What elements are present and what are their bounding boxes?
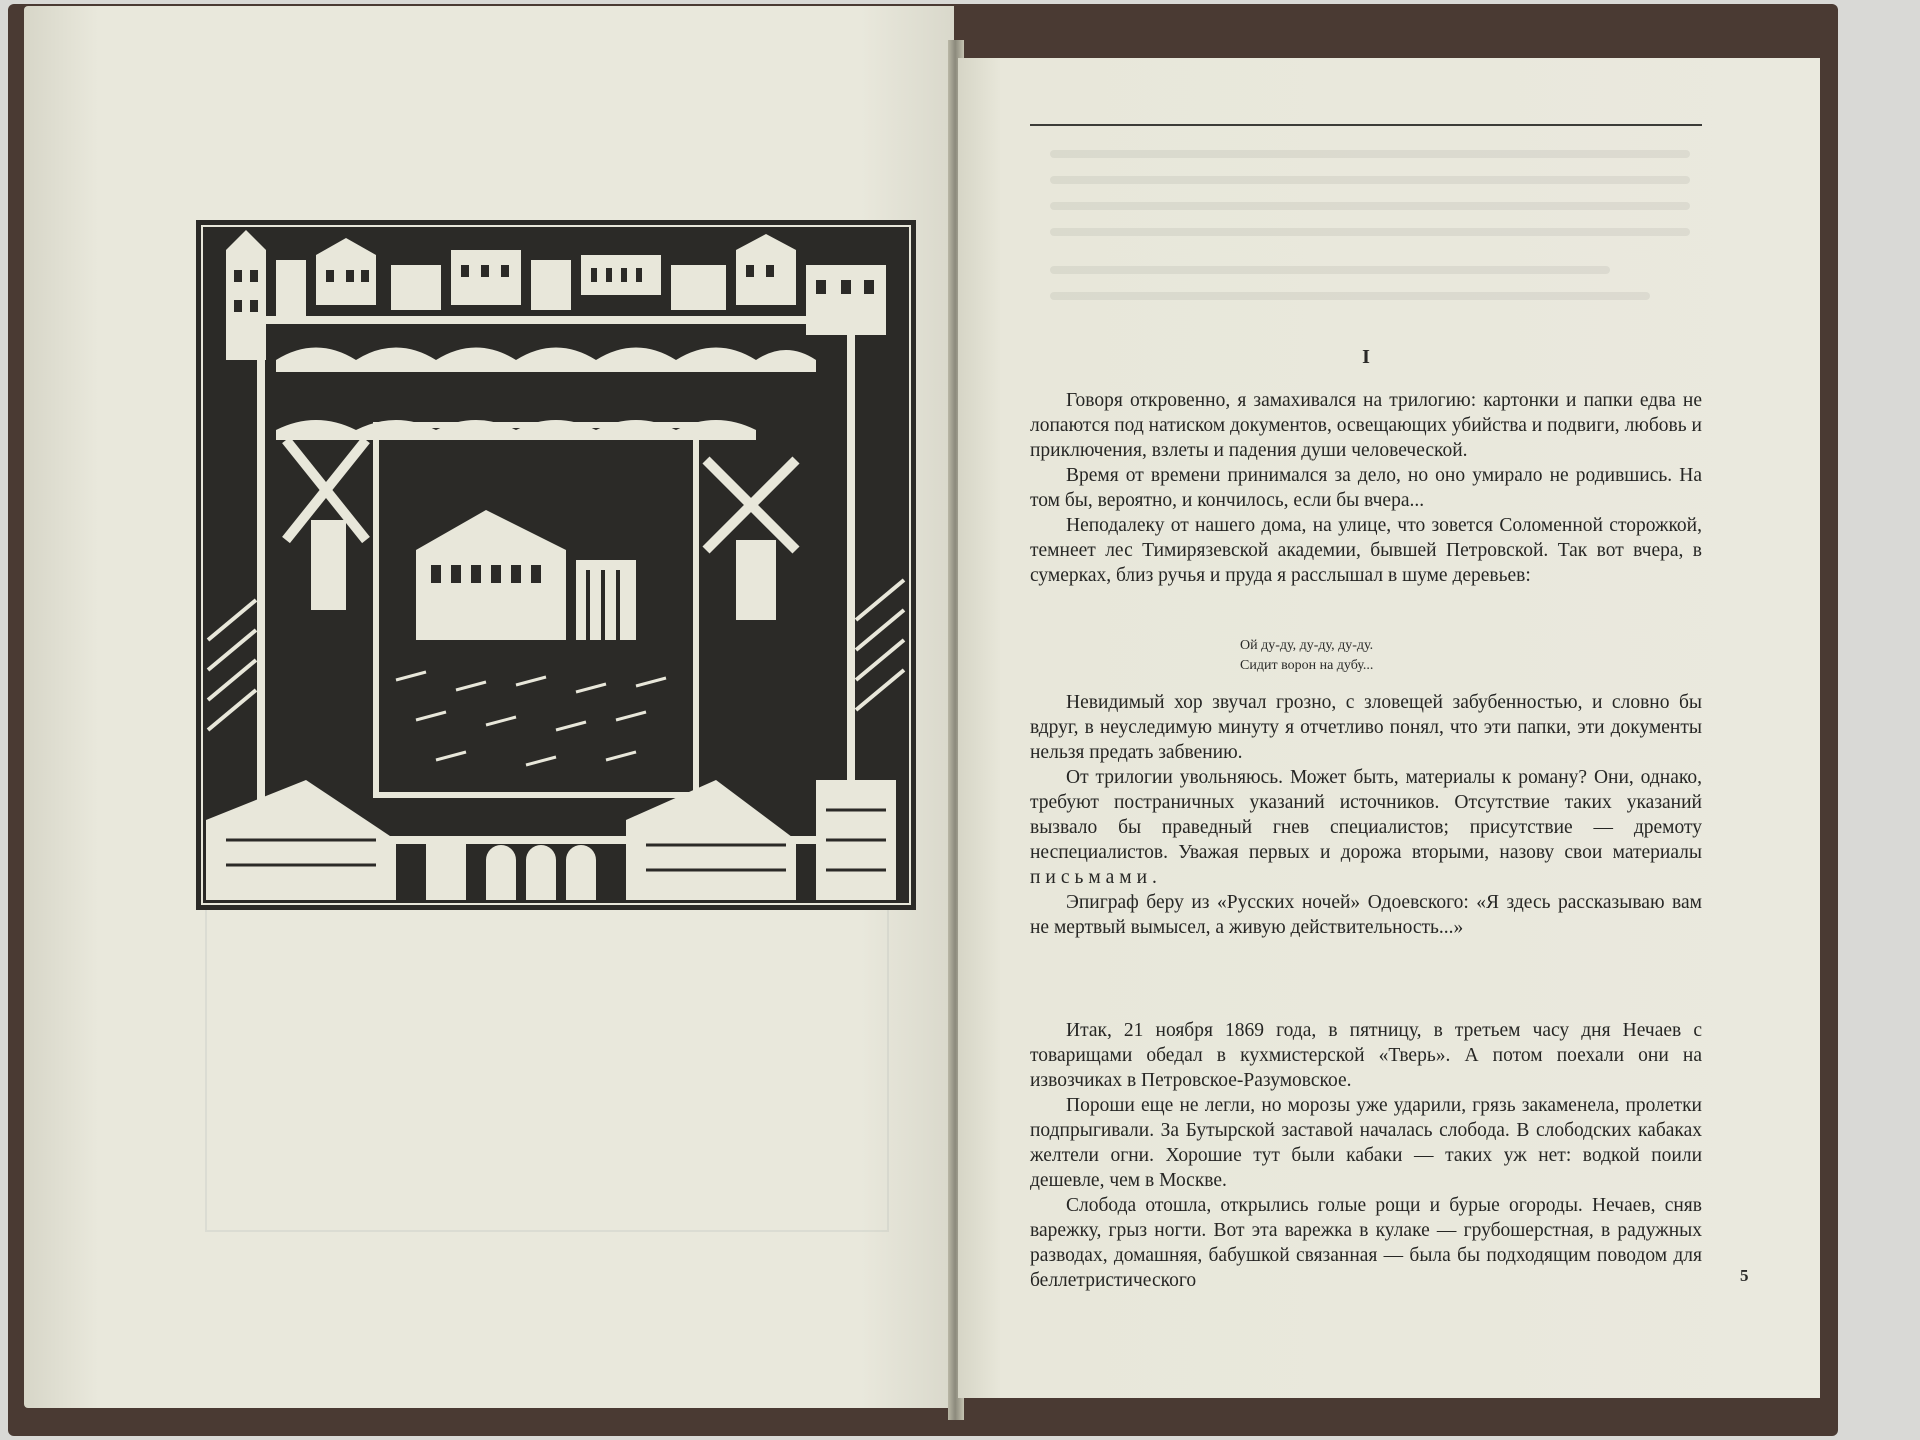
woodcut-illustration — [196, 220, 916, 910]
paragraph: Итак, 21 ноября 1869 года, в пятницу, в третьем часу дня Нечаев с товарищами обедал в кухмистерской «Тверь». А потом поехали они на извозчиках в Петровское-Разумовское. — [1030, 1020, 1702, 1091]
text-block-intro — [1030, 388, 1702, 588]
show-through-text — [1050, 202, 1690, 210]
show-through-text — [1050, 266, 1610, 274]
spaced-word: письмами. — [1030, 867, 1162, 888]
woodcut-svg — [196, 220, 916, 910]
page-number: 5 — [1740, 1266, 1749, 1285]
poem — [1240, 636, 1373, 676]
paragraph-text: От трилогии увольняюсь. Может быть, материалы к роману? Они, однако, требуют постраничных указаний источников. Отсутствие таких указаний вызвало бы праведный гнев специалистов; присутствие — дремоту неспециалистов. Уважая первых и дорожа вторыми, назову свои материалы — [1030, 767, 1702, 863]
paragraph: Эпиграф беру из «Русских ночей» Одоевского: «Я здесь рассказываю вам не мертвый вымысел, а живую действительность...» — [1030, 892, 1702, 938]
paragraph — [1030, 765, 1702, 890]
paragraph: Невидимый хор звучал грозно, с зловещей забубенностью, и словно бы вдруг, в неуследимую минуту я отчетливо понял, что эти папки, эти документы нельзя предать забвению. — [1030, 692, 1702, 763]
poem-line: Ой ду-ду, ду-ду, ду-ду. — [1240, 638, 1374, 653]
show-through-text — [1050, 228, 1690, 236]
paragraph: Время от времени принимался за дело, но оно умирало не родившись. На том бы, вероятно, и кончилось, если бы вчера... — [1030, 465, 1702, 511]
paragraph: Пороши еще не легли, но морозы уже ударили, грязь закаменела, пролетки подпрыгивали. За Бутырской заставой началась слобода. В слободских кабаках желтели огни. Хорошие тут были кабаки — таких уж нет: водкой поили дешевле, чем в Москве. — [1030, 1095, 1702, 1191]
chapter-number: I — [1362, 346, 1370, 368]
header-rule — [1030, 124, 1702, 126]
paragraph: Неподалеку от нашего дома, на улице, что зовется Соломенной сторожкой, темнеет лес Тимирязевской академии, бывшей Петровской. Так вот вчера, в сумерках, близ ручья и пруда я расслышал в шуме деревьев: — [1030, 515, 1702, 586]
show-through-frame — [205, 880, 889, 1232]
text-block-narrative — [1030, 1018, 1702, 1293]
poem-line: Сидит ворон на дубу... — [1240, 658, 1374, 673]
show-through-text — [1050, 150, 1690, 158]
show-through-text — [1050, 176, 1690, 184]
show-through-text — [1050, 292, 1650, 300]
paragraph: Говоря откровенно, я замахивался на трилогию: картонки и папки едва не лопаются под натиском документов, освещающих убийства и подвиги, любовь и приключения, взлеты и падения души человеческой. — [1030, 390, 1702, 461]
paragraph: Слобода отошла, открылись голые рощи и бурые огороды. Нечаев, сняв варежку, грыз ногти. Вот эта варежка в кулаке — грубошерстная, в радужных разводах, домашняя, бабушкой связанная — была бы подходящим поводом для беллетристического — [1030, 1195, 1702, 1291]
text-block-middle — [1030, 690, 1702, 940]
